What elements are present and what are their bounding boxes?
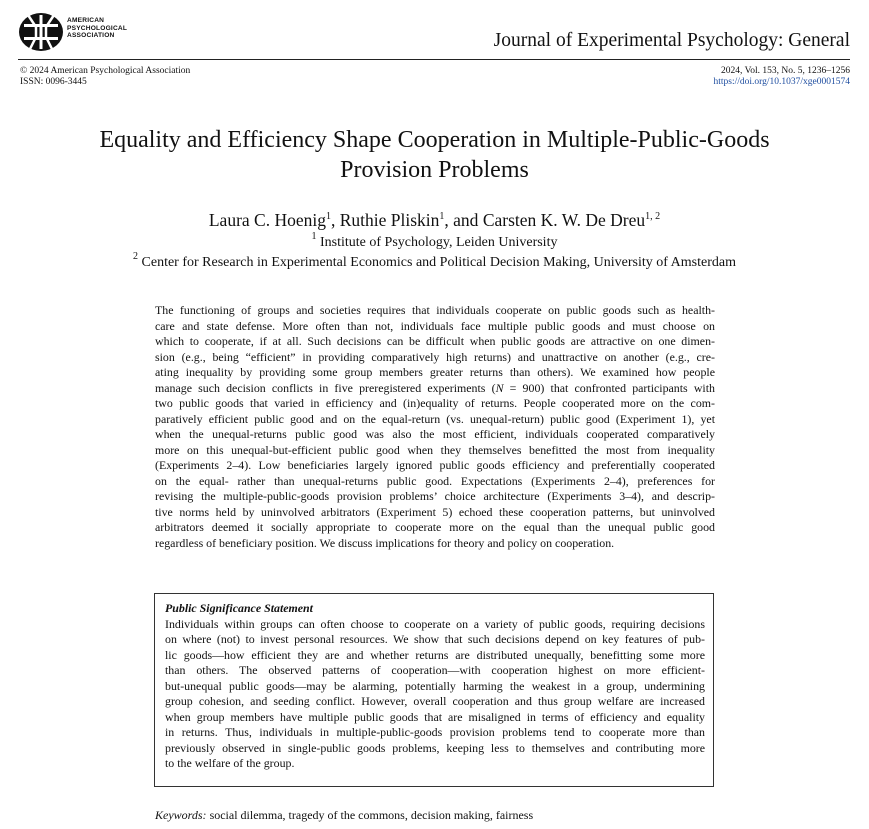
keywords-text: social dilemma, tragedy of the commons, decision making, fairness: [209, 808, 534, 822]
doi-link[interactable]: https://doi.org/10.1037/xge0001574: [713, 77, 850, 87]
abstract-line: manage such decision conflicts in five preregistered experiments (N = 900) that confronted participants with: [155, 380, 715, 395]
significance-line: on where (not) to invest personal resources. We show that such decisions depend on key features of pub-: [165, 632, 705, 646]
significance-line: lic goods—how efficient they are and whether returns are distributed unequally, benefitting some more: [165, 647, 705, 662]
abstract-line: on the equal- rather than unequal-returns public good. Expectations (Experiments 2–4), preferences for: [155, 473, 715, 488]
abstract-line: when the unequal-returns public good was also the most efficient, individuals cooperated comparatively: [155, 427, 715, 441]
significance-line: in returns. Thus, individuals in multiple-public-goods provision problems tend to cooperate more than: [165, 725, 705, 739]
publisher-line: PSYCHOLOGICAL: [67, 24, 128, 32]
affiliation-text: Center for Research in Experimental Economics and Political Decision Making, University of Amsterdam: [141, 255, 736, 270]
abstract-line: sion (e.g., being “efficient” in providing comparatively high returns) and unattractive on another (e.g., cre-: [155, 349, 715, 364]
abstract-line: (Experiments 2–4). Low beneficiaries largely ignored public goods efficiency and preferentially cooperated: [155, 458, 715, 472]
publisher-line: ASSOCIATION: [67, 32, 115, 39]
author-name: Laura C. Hoenig: [208, 210, 326, 230]
publisher-line: AMERICAN: [67, 17, 105, 24]
keywords: [155, 808, 533, 823]
affiliation-mark: 2: [133, 251, 139, 262]
affiliation-text: Institute of Psychology, Leiden University: [320, 235, 558, 250]
abstract-line: revising the multiple-public-goods provision problems’ choice architecture (Experiments 3–4), and descrip-: [155, 489, 715, 503]
title-line: Provision Problems: [340, 157, 529, 183]
copyright-block: [20, 66, 190, 88]
author-separator: , and: [444, 210, 483, 230]
journal-title: Journal of Experimental Psychology: General: [493, 30, 850, 51]
abstract-line: arbitrators deemed it socially appropriate to cooperate more on the equal than the unequal public good: [155, 520, 715, 534]
abstract-line: tive norms held by uninvolved arbitrators (Experiment 5) echoed these cooperation patterns, but uninvolved: [155, 504, 715, 519]
abstract-line: care and state defense. More often than not, individuals face multiple public goods and must choose on: [155, 318, 715, 333]
abstract-line: paratively efficient public good and on the equal-return (vs. unequal-return) public good (Experiment 1), yet: [155, 411, 715, 426]
header-divider: [18, 59, 850, 60]
affiliation: [0, 231, 869, 251]
author-name: Ruthie Pliskin: [339, 210, 440, 230]
sample-size-symbol: N: [495, 380, 504, 395]
abstract-line: ating inequality by providing some group members greater returns than others). We examined how people: [155, 365, 715, 379]
affiliation-mark: 1: [311, 231, 317, 242]
significance-line: than others. The observed patterns of cooperation—with cooperation highest on more efficient-: [165, 663, 705, 677]
significance-line: to the welfare of the group.: [165, 756, 295, 770]
title-line: Equality and Efficiency Shape Cooperation in Multiple-Public-Goods: [99, 127, 770, 153]
significance-line: when group members have multiple public goods that are misaligned in terms of efficiency and equality: [165, 709, 705, 724]
author-name: Carsten K. W. De Dreu: [482, 210, 646, 230]
apa-logo-icon: [18, 12, 64, 52]
abstract-line: regardless of beneficiary position. We discuss implications for theory and policy on cooperation.: [155, 535, 615, 550]
abstract-line: The functioning of groups and societies requires that individuals cooperate on public goods such as health-: [155, 303, 715, 317]
significance-line: group cohesion, and seeding conflict. However, overall cooperation and thus group welfare are increased: [165, 694, 705, 708]
author-separator: ,: [330, 210, 340, 230]
volume-info: 2024, Vol. 153, No. 5, 1236–1256: [721, 66, 850, 76]
significance-statement: [165, 601, 705, 772]
keywords-label: Keywords:: [155, 808, 207, 822]
copyright: © 2024 American Psychological Association: [20, 66, 191, 76]
abstract: [155, 303, 715, 551]
affiliation: [0, 251, 869, 271]
author-affiliation-mark: 1: [439, 211, 445, 222]
abstract-line: more on this unequal-but-efficient public good when they themselves benefitted the most from inequality: [155, 442, 715, 457]
abstract-line: two public goods that varied in efficiency and (in)equality of returns. People cooperated more on the com-: [155, 396, 715, 410]
author-affiliation-mark: 1: [325, 211, 331, 222]
significance-heading: Public Significance Statement: [165, 601, 313, 615]
publisher-name: [67, 17, 127, 40]
significance-line: Individuals within groups can often choose to cooperate on a variety of public goods, requiring decisions: [165, 616, 705, 631]
author-list: [0, 210, 869, 231]
abstract-line: which to cooperate, if at all. Such decisions can be difficult when public goods are attractive on one dimen-: [155, 334, 715, 348]
significance-line: but-unequal public goods—may be alarming, potentially harming the weakest in a group, undermining: [165, 678, 705, 693]
issn: ISSN: 0096-3445: [20, 77, 87, 87]
article-title: [0, 125, 869, 185]
citation-block: [713, 66, 850, 88]
author-affiliation-mark: 1, 2: [645, 211, 661, 222]
significance-line: previously observed in single-public goods problems, keeping less to themselves and contributing more: [165, 740, 705, 755]
